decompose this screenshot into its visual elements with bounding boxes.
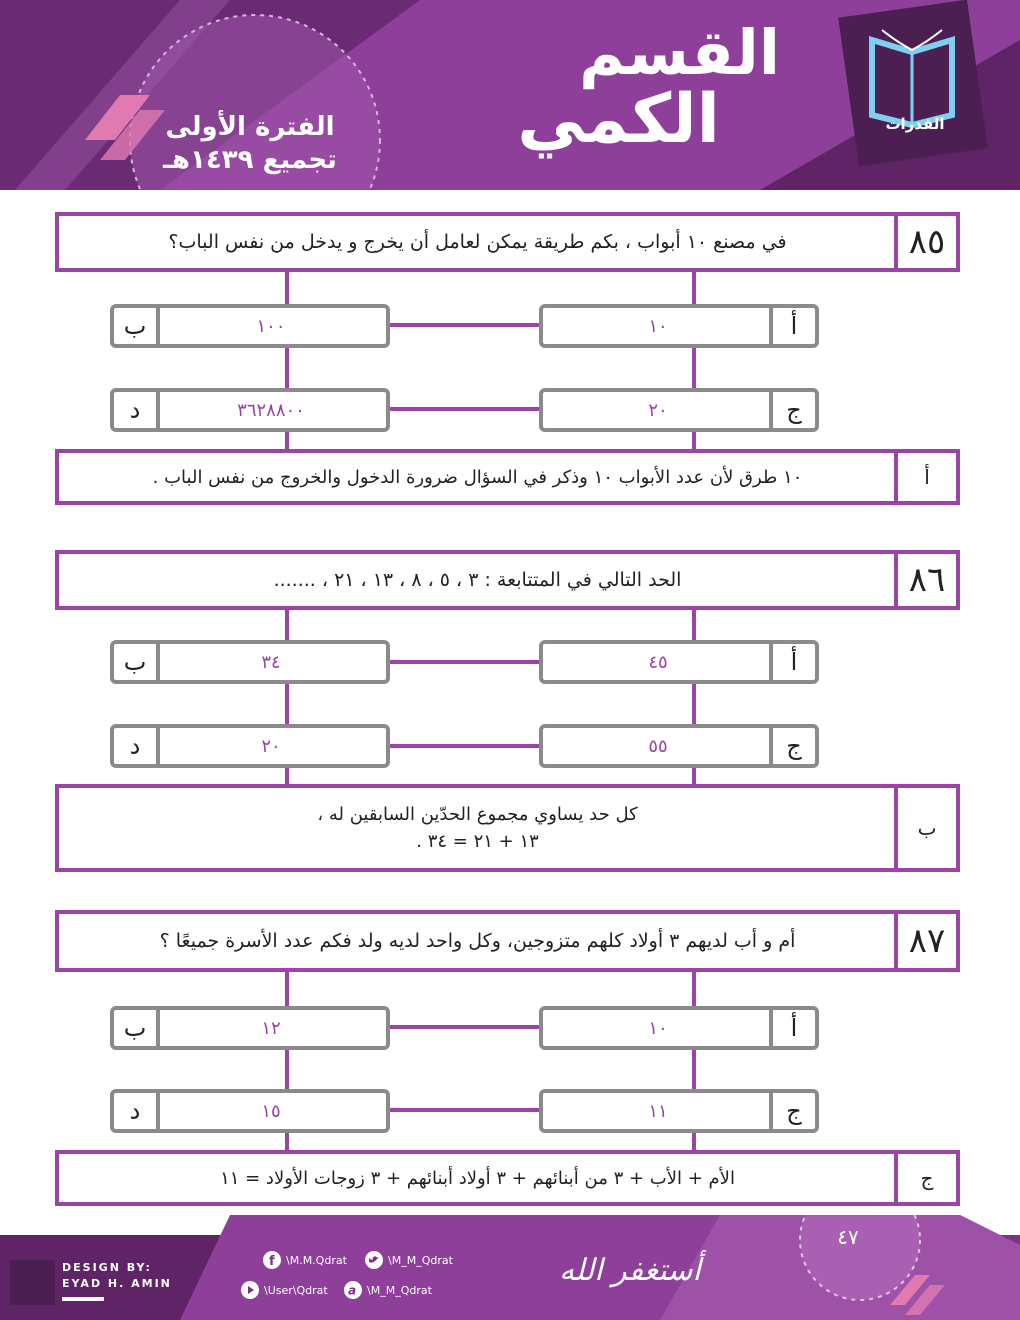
option-letter: د: [114, 392, 160, 428]
connector-row2: [390, 1108, 540, 1112]
option-c[interactable]: [539, 724, 819, 768]
option-letter: ج: [769, 392, 815, 428]
page-footer: [0, 1215, 1020, 1320]
collection-label: تجميع ١٤٣٩هـ: [163, 145, 337, 175]
facebook-icon: [262, 1250, 282, 1270]
section-title-line2: الكمي: [517, 80, 720, 159]
option-letter: ب: [114, 644, 160, 680]
option-a[interactable]: [539, 304, 819, 348]
answer-explanation: [69, 1154, 886, 1202]
option-value: ١٠: [648, 1017, 668, 1039]
question-text: الحد التالي في المتتابعة : ٣ ، ٥ ، ٨ ، ١٣ ، ٢١ ، .......: [273, 569, 682, 591]
youtube-link[interactable]: [240, 1280, 328, 1300]
answer-letter: ب: [894, 788, 956, 868]
at-sign-icon: [343, 1280, 363, 1300]
answer-explanation: [69, 788, 886, 868]
page-header: [0, 0, 1020, 190]
option-d[interactable]: [110, 1089, 390, 1133]
option-b[interactable]: [110, 1006, 390, 1050]
option-b[interactable]: [110, 640, 390, 684]
option-b[interactable]: [110, 304, 390, 348]
answer-box: [55, 449, 960, 505]
connector-row2: [390, 744, 540, 748]
answer-explanation: [69, 453, 886, 501]
option-letter: أ: [769, 1010, 815, 1046]
option-letter: د: [114, 728, 160, 764]
option-value: ٢٠: [648, 399, 668, 421]
answer-letter: ج: [894, 1154, 956, 1202]
option-a[interactable]: [539, 640, 819, 684]
connector-row1: [390, 323, 540, 327]
question-box: [55, 212, 960, 272]
question-text: أم و أب لديهم ٣ أولاد كلهم متزوجين، وكل واحد لديه ولد فكم عدد الأسرة جميعًا ؟: [159, 930, 796, 952]
option-value: ٢٠: [261, 735, 281, 757]
connector-row2: [390, 407, 540, 411]
twitter-link[interactable]: [364, 1250, 453, 1270]
option-letter: ج: [769, 728, 815, 764]
answer-line: الأم + الأب + ٣ من أبنائهم + ٣ أولاد أبنائهم + ٣ زوجات الأولاد = ١١: [220, 1167, 735, 1189]
social-link[interactable]: [343, 1280, 432, 1300]
option-letter: د: [114, 1093, 160, 1129]
question-number: ٨٦: [894, 554, 956, 606]
section-title-line1: القسم: [579, 16, 780, 89]
answer-letter: أ: [894, 453, 956, 501]
twitter-handle: \M_M_Qdrat: [388, 1253, 453, 1267]
option-letter: أ: [769, 644, 815, 680]
youtube-handle: \User\Qdrat: [264, 1283, 328, 1297]
twitter-icon: [364, 1250, 384, 1270]
question-box: [55, 910, 960, 972]
option-c[interactable]: [539, 388, 819, 432]
option-d[interactable]: [110, 724, 390, 768]
option-letter: ب: [114, 1010, 160, 1046]
option-value: ١٥: [261, 1100, 281, 1122]
design-by-label: DESIGN BY:: [62, 1261, 152, 1274]
option-letter: ج: [769, 1093, 815, 1129]
question-number: ٨٧: [894, 914, 956, 968]
question-text: في مصنع ١٠ أبواب ، بكم طريقة يمكن لعامل أن يخرج و يدخل من نفس الباب؟: [168, 231, 787, 253]
svg-text:a: a: [348, 1283, 357, 1298]
question-number: ٨٥: [894, 216, 956, 268]
question-87: [55, 910, 960, 1210]
option-value: ٣٦٢٨٨٠٠: [237, 399, 305, 421]
connector-row1: [390, 660, 540, 664]
facebook-link[interactable]: [262, 1250, 347, 1270]
option-d[interactable]: [110, 388, 390, 432]
option-c[interactable]: [539, 1089, 819, 1133]
question-box: [55, 550, 960, 610]
answer-line: كل حد يساوي مجموع الحدّين السابقين له ،: [317, 804, 638, 825]
answer-line: ١٣ + ٢١ = ٣٤ .: [416, 831, 539, 852]
option-value: ١٠٠: [256, 315, 286, 337]
option-value: ٤٥: [648, 651, 668, 673]
social-handle: \M_M_Qdrat: [367, 1283, 432, 1297]
answer-box: [55, 784, 960, 872]
logo-label: القدرات: [885, 115, 945, 133]
option-value: ١٠: [648, 315, 668, 337]
connector-row1: [390, 1025, 540, 1029]
period-label: الفترة الأولى: [165, 112, 335, 142]
option-value: ١١: [648, 1100, 668, 1122]
option-value: ١٢: [261, 1017, 281, 1039]
answer-line: ١٠ طرق لأن عدد الأبواب ١٠ وذكر في السؤال ضرورة الدخول والخروج من نفس الباب .: [152, 466, 803, 488]
facebook-handle: \M.M.Qdrat: [286, 1253, 347, 1267]
question-85: [55, 212, 960, 507]
answer-box: [55, 1150, 960, 1206]
page-number: ٤٧: [837, 1225, 859, 1249]
svg-text:f: f: [269, 1254, 275, 1269]
option-a[interactable]: [539, 1006, 819, 1050]
designer-name: EYAD H. AMIN: [62, 1277, 172, 1290]
option-letter: أ: [769, 308, 815, 344]
question-86: [55, 550, 960, 875]
option-value: ٣٤: [261, 651, 281, 673]
option-letter: ب: [114, 308, 160, 344]
youtube-icon: [240, 1280, 260, 1300]
option-value: ٥٥: [648, 735, 668, 757]
calligraphy-text: أستغفر الله: [559, 1253, 701, 1288]
